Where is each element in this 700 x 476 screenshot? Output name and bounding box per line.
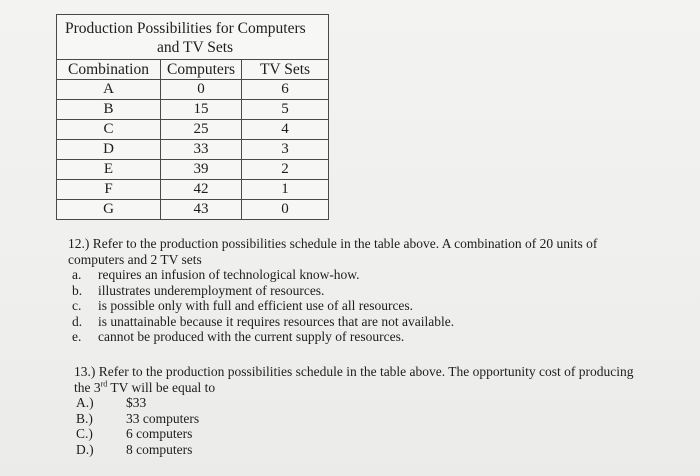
option-letter: D.) (76, 441, 94, 457)
answer-option-c (72, 298, 668, 314)
option-text: is unattainable because it requires resources that are not available. (98, 313, 455, 329)
cell-tv-sets: 4 (242, 120, 329, 140)
cell-tv-sets: 6 (242, 80, 329, 100)
question-12-stem-line1: 12.) Refer to the production possibilities schedule in the table above. A combination of 20 units of (68, 236, 598, 251)
answer-option-a (72, 267, 668, 283)
cell-tv-sets: 2 (242, 160, 329, 180)
option-letter: a. (72, 267, 82, 282)
column-header-computers: Computers (161, 60, 242, 80)
question-13 (74, 364, 674, 457)
option-text: 33 computers (126, 410, 200, 426)
cell-computers: 0 (161, 80, 242, 100)
table-row (57, 140, 329, 160)
question-13-stem-line2 (74, 380, 674, 396)
table-row (57, 180, 329, 200)
cell-tv-sets: 5 (242, 100, 329, 120)
column-header-combination: Combination (57, 60, 161, 80)
table-title-row (57, 15, 329, 60)
option-letter: c. (72, 298, 82, 313)
table-title-line1: Production Possibilities for Computers (65, 20, 306, 37)
cell-combination: F (57, 180, 161, 200)
table-title-line2: and TV Sets (157, 39, 234, 56)
option-letter: B.) (76, 410, 93, 426)
option-text: requires an infusion of technological know-how. (98, 267, 360, 282)
cell-computers: 25 (161, 120, 242, 140)
table-row (57, 160, 329, 180)
answer-option-d (72, 314, 668, 330)
stem-line2-post: TV will be equal to (107, 379, 216, 395)
table-row (57, 120, 329, 140)
option-text: is possible only with full and efficient use of all resources. (98, 298, 414, 313)
answer-option-d (76, 442, 674, 458)
question-12-stem-line2: computers and 2 TV sets (68, 251, 202, 267)
option-letter: b. (72, 282, 83, 298)
cell-combination: B (57, 100, 161, 120)
option-text: 8 computers (126, 441, 193, 457)
option-text: cannot be produced with the current supply of resources. (98, 329, 405, 344)
answer-option-a (76, 395, 674, 411)
answer-option-b (76, 411, 674, 427)
answer-option-b (72, 283, 668, 299)
cell-computers: 43 (161, 200, 242, 220)
cell-combination: C (57, 120, 161, 140)
table-row (57, 200, 329, 220)
cell-combination: E (57, 160, 161, 180)
cell-tv-sets: 1 (242, 180, 329, 200)
question-12 (68, 236, 668, 345)
answer-option-c (76, 426, 674, 442)
cell-combination: A (57, 80, 161, 100)
ordinal-suffix: rd (100, 379, 108, 388)
cell-computers: 42 (161, 180, 242, 200)
production-possibilities-table (56, 14, 329, 220)
cell-computers: 33 (161, 140, 242, 160)
option-text: 6 computers (126, 426, 193, 441)
option-letter: d. (72, 313, 83, 329)
cell-computers: 15 (161, 100, 242, 120)
option-text: illustrates underemployment of resources. (98, 282, 325, 298)
option-letter: C.) (76, 426, 93, 441)
cell-tv-sets: 3 (242, 140, 329, 160)
cell-computers: 39 (161, 160, 242, 180)
question-13-stem-line1: 13.) Refer to the production possibilities schedule in the table above. The opportunity cost of producing (74, 364, 634, 379)
cell-combination: G (57, 200, 161, 220)
answer-option-e (72, 329, 668, 345)
stem-line2-pre: the 3 (74, 379, 101, 395)
cell-combination: D (57, 140, 161, 160)
option-letter: A.) (76, 395, 94, 410)
option-letter: e. (72, 329, 82, 344)
table-title (57, 15, 329, 60)
table-row (57, 80, 329, 100)
table-header-row (57, 60, 329, 80)
option-text: $33 (126, 395, 147, 410)
cell-tv-sets: 0 (242, 200, 329, 220)
column-header-tv-sets: TV Sets (242, 60, 329, 80)
table-row (57, 100, 329, 120)
